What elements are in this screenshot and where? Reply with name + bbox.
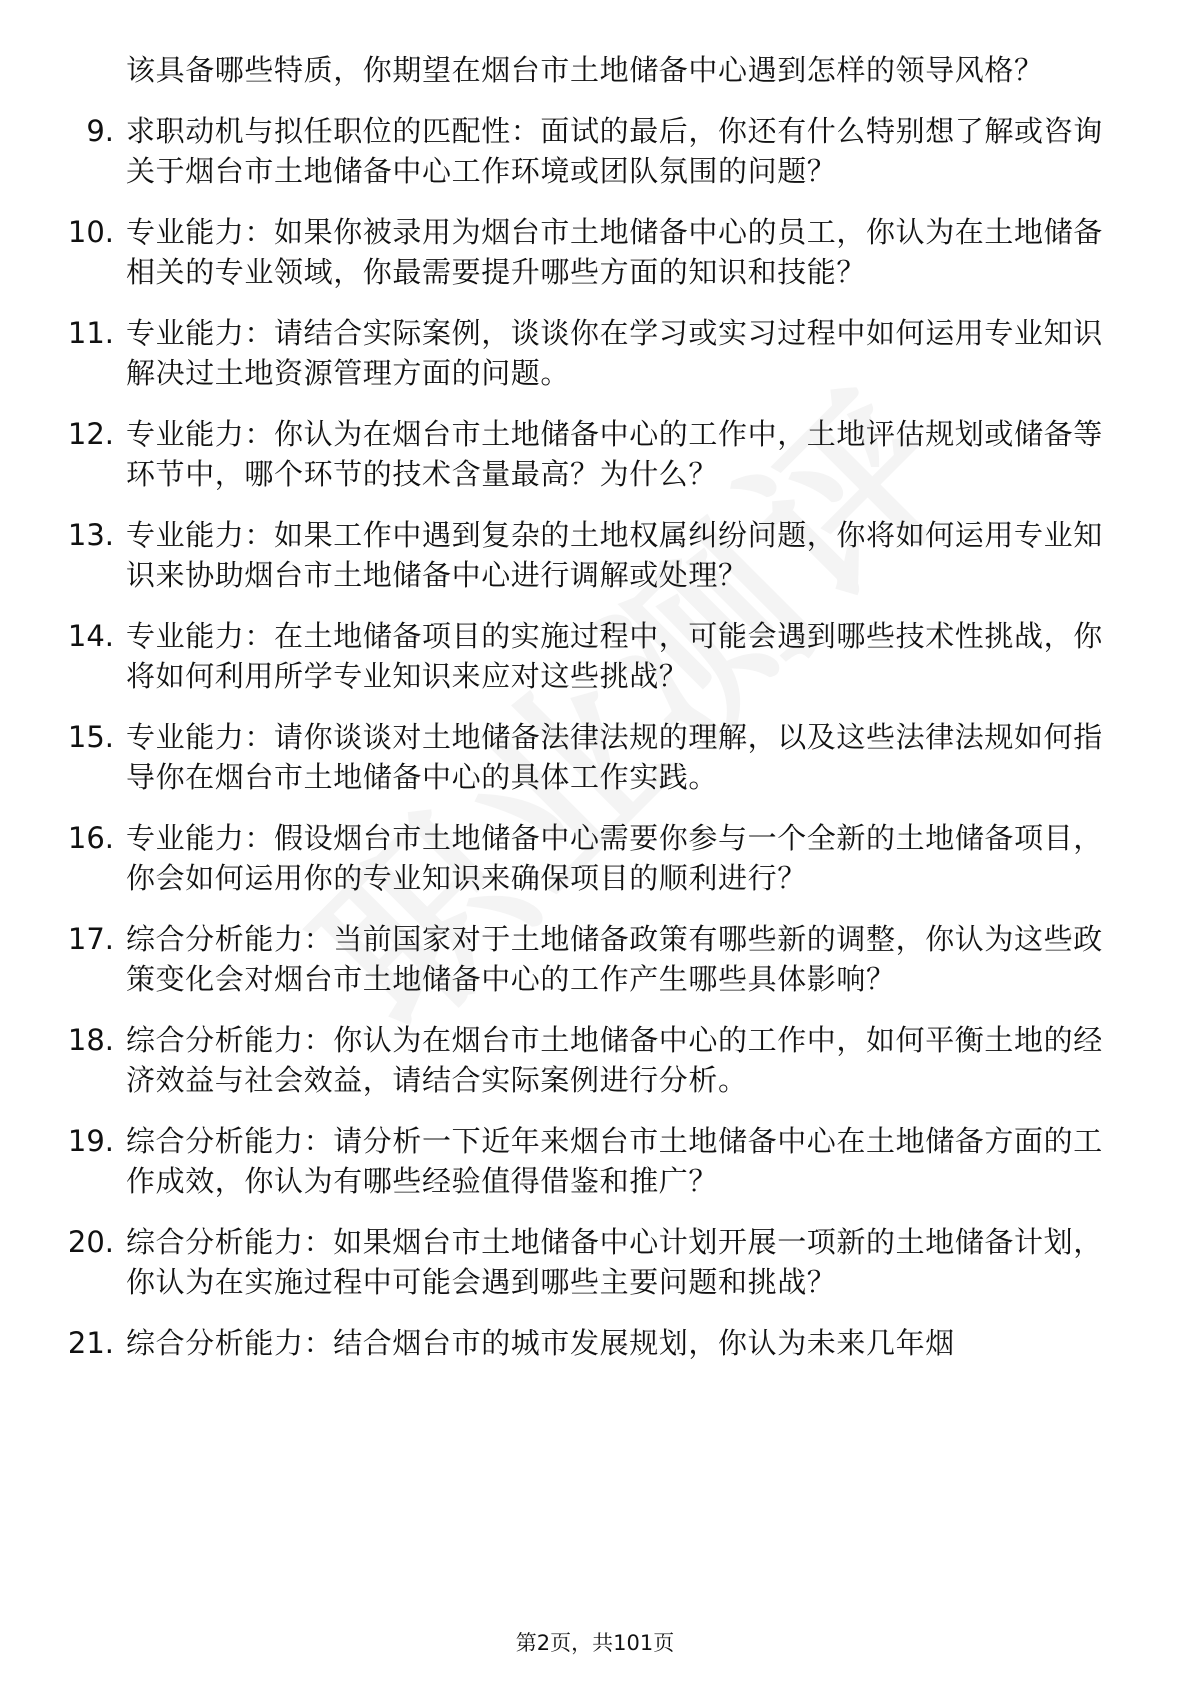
list-item <box>0 50 1106 90</box>
list-item <box>0 717 1106 797</box>
list-item <box>0 1121 1106 1201</box>
item-number: 12. <box>67 417 114 451</box>
item-text: 专业能力：在土地储备项目的实施过程中，可能会遇到哪些技术性挑战，你将如何利用所学专业知识来应对这些挑战？ <box>126 619 1103 693</box>
item-text: 综合分析能力：如果烟台市土地储备中心计划开展一项新的土地储备计划，你认为在实施过程中可能会遇到哪些主要问题和挑战？ <box>126 1225 1103 1299</box>
list-item <box>0 111 1106 191</box>
item-text: 专业能力：你认为在烟台市土地储备中心的工作中，土地评估规划或储备等环节中，哪个环节的技术含量最高？为什么？ <box>126 417 1103 491</box>
question-list <box>0 50 1190 1384</box>
item-number: 16. <box>67 821 114 855</box>
item-number: 19. <box>67 1124 114 1158</box>
list-item <box>0 1323 1106 1363</box>
list-item <box>0 1020 1106 1100</box>
list-item <box>0 313 1106 393</box>
list-item <box>0 818 1106 898</box>
item-text: 综合分析能力：结合烟台市的城市发展规划，你认为未来几年烟 <box>126 1326 955 1360</box>
item-text: 综合分析能力：你认为在烟台市土地储备中心的工作中，如何平衡土地的经济效益与社会效益，请结合实际案例进行分析。 <box>126 1023 1103 1097</box>
item-text: 专业能力：如果你被录用为烟台市土地储备中心的员工，你认为在土地储备相关的专业领域，你最需要提升哪些方面的知识和技能？ <box>126 215 1103 289</box>
item-number: 10. <box>67 215 114 249</box>
item-number: 14. <box>67 619 114 653</box>
list-item <box>0 919 1106 999</box>
item-number: 15. <box>67 720 114 754</box>
list-item <box>0 616 1106 696</box>
item-text: 综合分析能力：当前国家对于土地储备政策有哪些新的调整，你认为这些政策变化会对烟台市土地储备中心的工作产生哪些具体影响？ <box>126 922 1103 996</box>
item-number: 21. <box>67 1326 114 1360</box>
item-text: 专业能力：如果工作中遇到复杂的土地权属纠纷问题，你将如何运用专业知识来协助烟台市土地储备中心进行调解或处理？ <box>126 518 1103 592</box>
item-text: 求职动机与拟任职位的匹配性：面试的最后，你还有什么特别想了解或咨询关于烟台市土地储备中心工作环境或团队氛围的问题？ <box>126 114 1103 188</box>
item-text: 专业能力：假设烟台市土地储备中心需要你参与一个全新的土地储备项目，你会如何运用你的专业知识来确保项目的顺利进行？ <box>126 821 1103 895</box>
list-item <box>0 212 1106 292</box>
item-text: 专业能力：请结合实际案例，谈谈你在学习或实习过程中如何运用专业知识解决过土地资源管理方面的问题。 <box>126 316 1103 390</box>
item-text: 专业能力：请你谈谈对土地储备法律法规的理解，以及这些法律法规如何指导你在烟台市土地储备中心的具体工作实践。 <box>126 720 1103 794</box>
item-number: 9. <box>86 114 114 148</box>
item-number: 20. <box>67 1225 114 1259</box>
item-number: 13. <box>67 518 114 552</box>
item-text: 该具备哪些特质，你期望在烟台市土地储备中心遇到怎样的领导风格？ <box>126 53 1044 87</box>
list-item <box>0 515 1106 595</box>
item-number: 18. <box>67 1023 114 1057</box>
item-text: 综合分析能力：请分析一下近年来烟台市土地储备中心在土地储备方面的工作成效，你认为有哪些经验值得借鉴和推广？ <box>126 1124 1103 1198</box>
list-item <box>0 1222 1106 1302</box>
item-number: 17. <box>67 922 114 956</box>
list-item <box>0 414 1106 494</box>
page-footer: 第2页，共101页 <box>515 1631 675 1655</box>
item-number: 11. <box>67 316 114 350</box>
